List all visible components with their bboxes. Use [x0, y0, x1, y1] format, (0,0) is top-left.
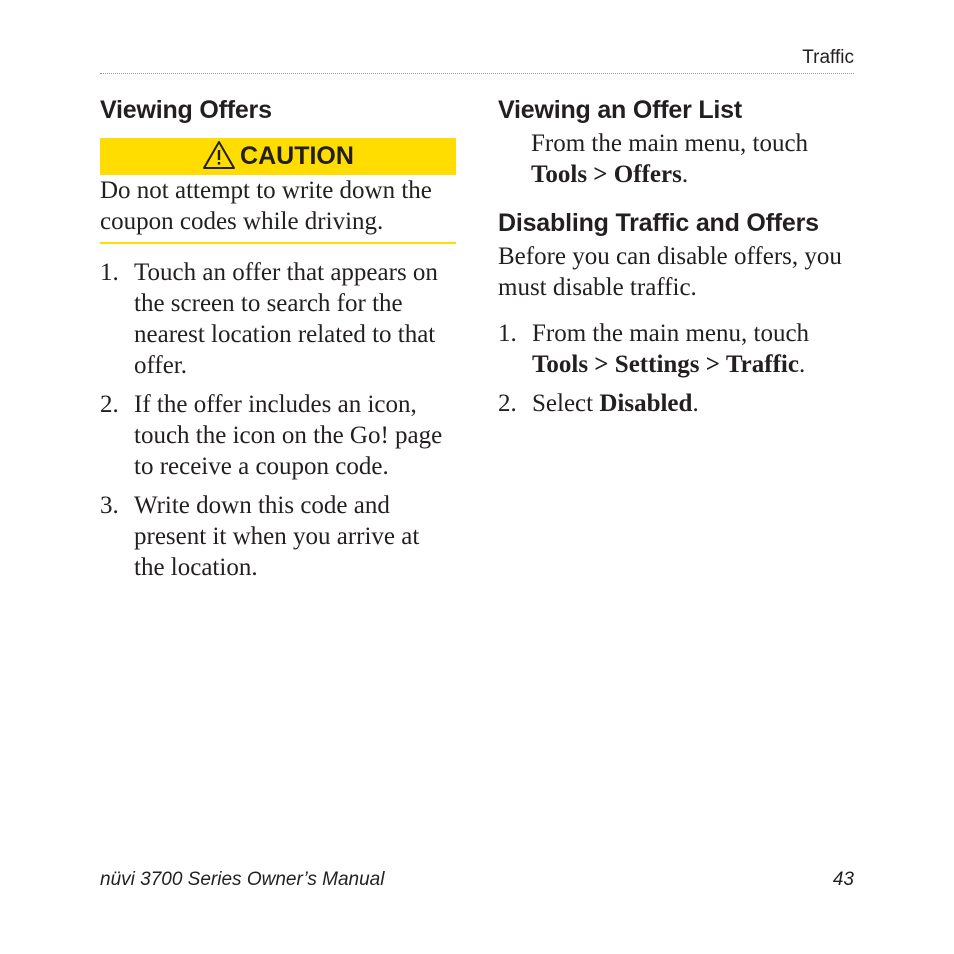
warning-triangle-icon	[202, 140, 236, 170]
step-number: 2.	[100, 391, 119, 418]
footer-manual-title: nüvi 3700 Series Owner’s Manual	[100, 869, 385, 890]
offer-list-instructions	[498, 128, 858, 190]
list-item	[100, 490, 456, 583]
section-heading-viewing-offer-list: Viewing an Offer List	[498, 96, 742, 124]
step-number: 3.	[100, 492, 119, 519]
option-name: Disabled	[599, 390, 693, 417]
step-number: 1.	[100, 259, 119, 286]
header-divider	[100, 73, 854, 74]
step-text: Touch an offer that appears on the screen to search for the nearest location related to that offer.	[134, 259, 438, 379]
step-text: Write down this code and present it when you arrive at the location.	[134, 492, 420, 581]
menu-path: Tools > Offers	[531, 161, 682, 188]
list-item	[100, 389, 456, 482]
caution-banner	[100, 138, 456, 175]
disable-intro-text: Before you can disable offers, you must disable traffic.	[498, 243, 842, 301]
instruction-punct: .	[681, 161, 689, 188]
step-punct: .	[692, 390, 699, 417]
list-item	[498, 388, 858, 419]
running-head: Traffic	[802, 47, 854, 68]
menu-path: Tools > Settings > Traffic	[532, 351, 799, 378]
list-item	[100, 257, 456, 381]
left-column	[100, 94, 456, 591]
disable-steps-list	[498, 318, 858, 419]
step-text: From the main menu, touch	[532, 320, 810, 347]
caution-text: Do not attempt to write down the coupon codes while driving.	[100, 175, 456, 244]
section-heading-viewing-offers: Viewing Offers	[100, 96, 272, 124]
right-column	[498, 94, 858, 427]
caution-label: CAUTION	[240, 142, 354, 170]
step-text: Select	[532, 390, 600, 417]
list-item	[498, 318, 858, 380]
page-number: 43	[832, 869, 854, 890]
section-heading-disabling-traffic: Disabling Traffic and Offers	[498, 209, 819, 237]
step-punct: .	[798, 351, 806, 378]
step-number: 1.	[498, 320, 517, 347]
step-number: 2.	[498, 390, 517, 417]
instruction-text: From the main menu, touch	[531, 130, 809, 157]
step-text: If the offer includes an icon, touch the icon on the Go! page to receive a coupon code.	[134, 391, 443, 480]
offer-steps-list	[100, 257, 456, 583]
